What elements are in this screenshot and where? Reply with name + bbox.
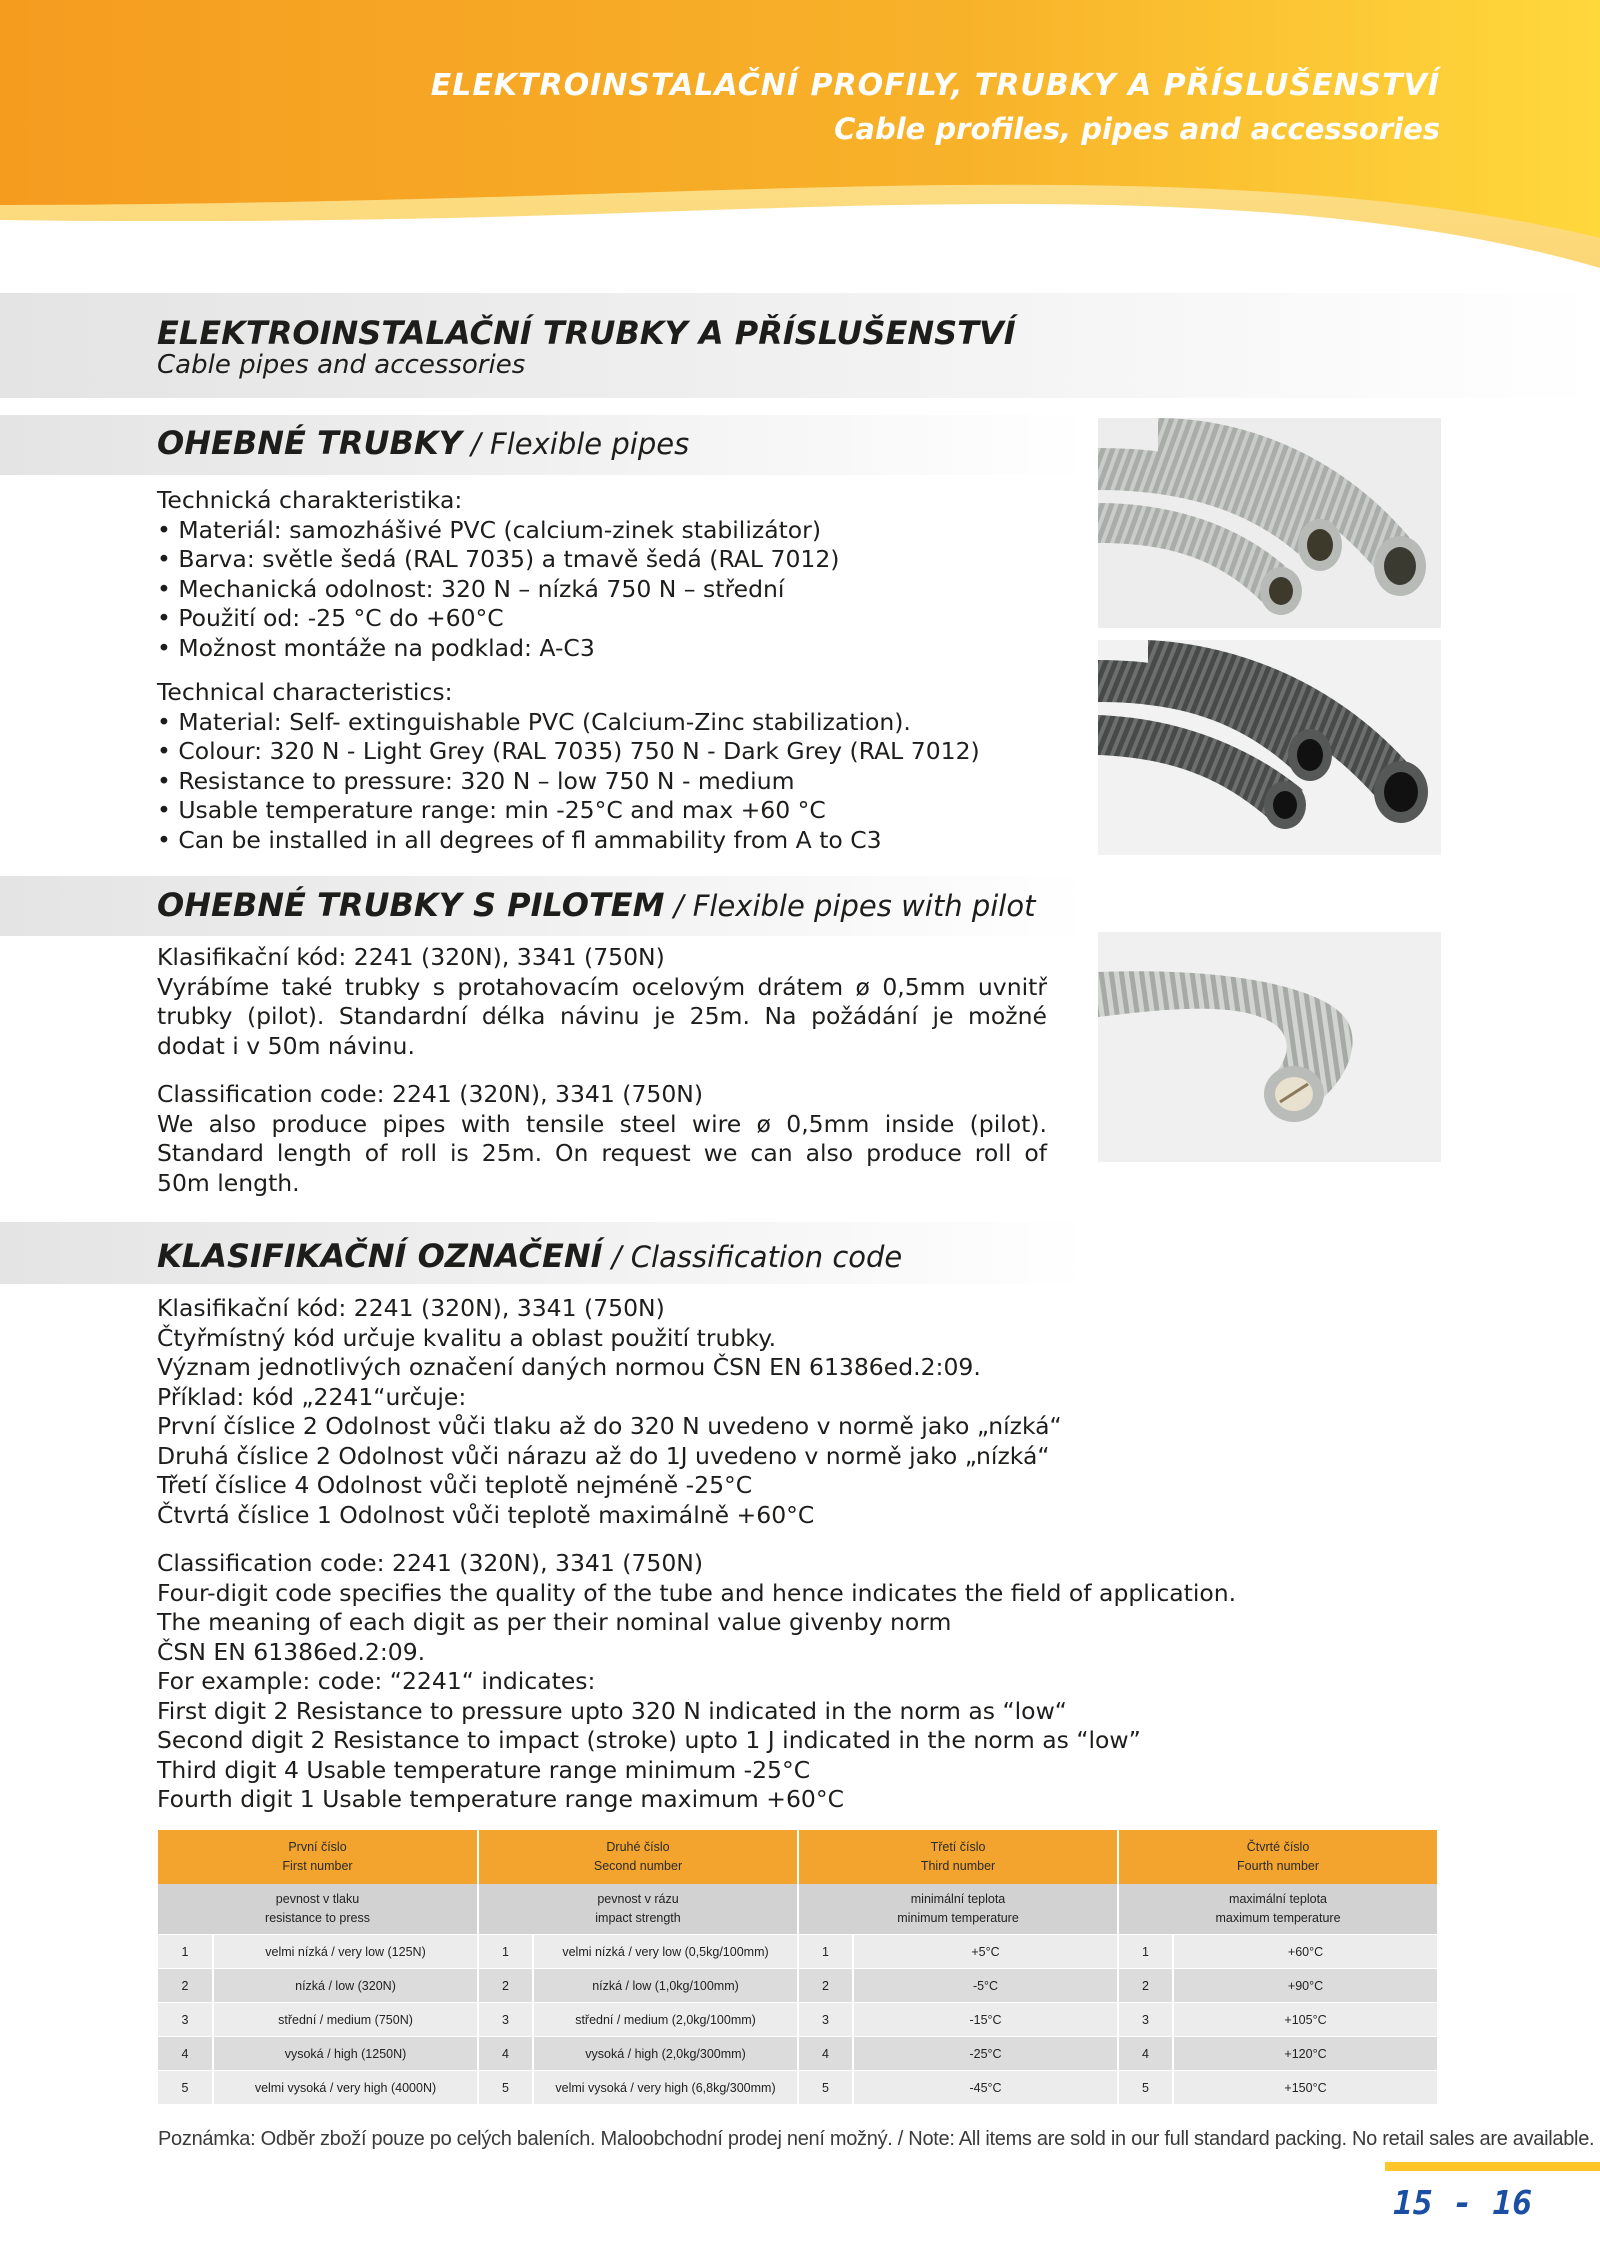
table-cell: +150°C: [1173, 2071, 1438, 2105]
table-cell: 4: [158, 2037, 213, 2071]
subheader-en: resistance to press: [265, 1911, 370, 1925]
header-cz: Třetí číslo: [930, 1840, 986, 1854]
table-cell: 3: [1118, 2003, 1173, 2037]
table-cell: 2: [478, 1969, 533, 2003]
flexible-en-line: • Colour: 320 N - Light Grey (RAL 7035) 750 N - Dark Grey (RAL 7012): [157, 737, 980, 765]
header-title: ELEKTROINSTALAČNÍ PROFILY, TRUBKY A PŘÍSLUŠENSTVÍ: [430, 68, 1440, 103]
footer-note: Poznámka: Odběr zboží pouze po celých baleních. Maloobchodní prodej není možný. / Note: All items are sold in our full standard packing. No retail sales are available.: [158, 2128, 1595, 2150]
flexible-en-line: • Material: Self- extinguishable PVC (Calcium-Zinc stabilization).: [157, 707, 911, 736]
light-grey-pipes-image: [1098, 418, 1441, 628]
classification-cz-line: Klasifikační kód: 2241 (320N), 3341 (750N): [157, 1294, 665, 1322]
table-subheader-cell: [478, 1884, 798, 1935]
flexible-cz-line: • Materiál: samozhášivé PVC (calcium-zinek stabilizátor): [157, 515, 822, 544]
page-header: [0, 0, 1600, 270]
subheader-en: impact strength: [595, 1911, 681, 1925]
page-number-rule: [1385, 2162, 1600, 2171]
classification-en-line: Classification code: 2241 (320N), 3341 (750N): [157, 1549, 704, 1577]
flexible-cz-line: • Možnost montáže na podklad: A-C3: [157, 633, 595, 662]
pilot-cz-line: Klasifikační kód: 2241 (320N), 3341 (750N): [157, 943, 665, 971]
flexible-en-text: [157, 678, 980, 855]
subheader-cz: maximální teplota: [1229, 1892, 1327, 1906]
subheader-en: minimum temperature: [897, 1911, 1019, 1925]
table-cell: +60°C: [1173, 1935, 1438, 1969]
pilot-en-line: 50m length.: [157, 1168, 300, 1197]
classification-table: [158, 1830, 1439, 2105]
table-cell: střední / medium (2,0kg/100mm): [533, 2003, 798, 2037]
pilot-cz-line: Vyrábíme také trubky s protahovacím ocelovým drátem ø 0,5mm uvnitř: [157, 972, 1047, 1001]
flexible-cz-line: Technická charakteristika:: [157, 486, 463, 514]
table-row: [158, 1969, 1438, 2003]
pilot-title-en: / Flexible pipes with pilot: [664, 889, 1036, 923]
table-cell: nízká / low (1,0kg/100mm): [533, 1969, 798, 2003]
table-cell: +5°C: [853, 1935, 1118, 1969]
table-cell: 5: [1118, 2071, 1173, 2105]
classification-title-cz: KLASIFIKAČNÍ OZNAČENÍ: [157, 1237, 603, 1275]
header-en: Third number: [920, 1859, 996, 1873]
flexible-cz-line: • Barva: světle šedá (RAL 7035) a tmavě šedá (RAL 7012): [157, 545, 840, 573]
classification-en-text: [157, 1549, 1236, 1815]
table-subheader-row: [158, 1884, 1438, 1935]
table-row: [158, 2003, 1438, 2037]
header-cz: Čtvrté číslo: [1246, 1840, 1310, 1854]
header-cz: První číslo: [288, 1840, 347, 1854]
table-cell: +105°C: [1173, 2003, 1438, 2037]
dark-grey-pipes-image: [1098, 640, 1441, 855]
pilot-en-text: [157, 1080, 1047, 1198]
table-cell: 4: [478, 2037, 533, 2071]
classification-en-line: First digit 2 Resistance to pressure upto 320 N indicated in the norm as “low“: [157, 1696, 1067, 1725]
table-header-row: [158, 1830, 1438, 1884]
table-cell: -25°C: [853, 2037, 1118, 2071]
classification-cz-text: [157, 1294, 1062, 1530]
classification-en-line: Second digit 2 Resistance to impact (stroke) upto 1 J indicated in the norm as “low”: [157, 1726, 1141, 1754]
pilot-title: [157, 886, 1035, 924]
pilot-en-line: We also produce pipes with tensile steel wire ø 0,5mm inside (pilot).: [157, 1109, 1047, 1138]
classification-en-line: Third digit 4 Usable temperature range minimum -25°C: [157, 1755, 811, 1784]
table-subheader-cell: [1118, 1884, 1438, 1935]
table-cell: 2: [1118, 1969, 1173, 2003]
table-cell: nízká / low (320N): [213, 1969, 478, 2003]
classification-cz-line: Třetí číslice 4 Odolnost vůči teplotě nejméně -25°C: [157, 1471, 753, 1499]
table-row: [158, 1935, 1438, 1969]
table-cell: velmi nízká / very low (125N): [213, 1935, 478, 1969]
classification-en-line: For example: code: “2241“ indicates:: [157, 1667, 596, 1695]
table-header-cell: [478, 1830, 798, 1884]
pilot-cz-line: trubky (pilot). Standardní délka návinu je 25m. Na požádání je možné: [157, 1002, 1047, 1030]
table-header-cell: [158, 1830, 478, 1884]
subheader-cz: minimální teplota: [910, 1892, 1006, 1906]
table-cell: 3: [478, 2003, 533, 2037]
table-header-cell: [1118, 1830, 1438, 1884]
table-cell: 1: [158, 1935, 213, 1969]
table-cell: velmi nízká / very low (0,5kg/100mm): [533, 1935, 798, 1969]
classification-en-line: ČSN EN 61386ed.2:09.: [157, 1637, 426, 1666]
table-header-cell: [798, 1830, 1118, 1884]
classification-en-line: The meaning of each digit as per their nominal value givenby norm: [157, 1608, 952, 1636]
pilot-en-line: Standard length of roll is 25m. On request we can also produce roll of: [157, 1139, 1047, 1167]
table-cell: 4: [1118, 2037, 1173, 2071]
table-cell: 1: [1118, 1935, 1173, 1969]
table-cell: vysoká / high (1250N): [213, 2037, 478, 2071]
table-subheader-cell: [798, 1884, 1118, 1935]
subheader-cz: pevnost v rázu: [597, 1892, 679, 1906]
pilot-title-cz: OHEBNÉ TRUBKY S PILOTEM: [157, 886, 665, 924]
flexible-title: [157, 424, 689, 462]
classification-cz-line: Čtyřmístný kód určuje kvalitu a oblast použití trubky.: [157, 1323, 777, 1352]
flexible-title-en: / Flexible pipes: [461, 427, 690, 461]
table-cell: -45°C: [853, 2071, 1118, 2105]
pilot-cz-line: dodat i v 50m návinu.: [157, 1031, 415, 1060]
classification-cz-line: Význam jednotlivých označení daných normou ČSN EN 61386ed.2:09.: [157, 1353, 981, 1381]
header-cz: Druhé číslo: [606, 1840, 670, 1854]
classification-cz-line: První číslice 2 Odolnost vůči tlaku až do 320 N uvedeno v normě jako „nízká“: [157, 1412, 1062, 1440]
table-cell: 2: [798, 1969, 853, 2003]
subheader-en: maximum temperature: [1215, 1911, 1341, 1925]
table-cell: 3: [798, 2003, 853, 2037]
table-row: [158, 2037, 1438, 2071]
table-cell: velmi vysoká / very high (4000N): [213, 2071, 478, 2105]
flexible-title-cz: OHEBNÉ TRUBKY: [157, 424, 462, 462]
flexible-en-line: Technical characteristics:: [157, 678, 453, 706]
flexible-cz-text: [157, 486, 839, 663]
flexible-cz-line: • Použití od: -25 °C do +60°C: [157, 604, 504, 632]
table-cell: střední / medium (750N): [213, 2003, 478, 2037]
table-cell: 1: [798, 1935, 853, 1969]
table-cell: 5: [158, 2071, 213, 2105]
header-en: First number: [282, 1859, 353, 1873]
table-cell: -15°C: [853, 2003, 1118, 2037]
pilot-en-line: Classification code: 2241 (320N), 3341 (750N): [157, 1080, 704, 1108]
table-cell: 1: [478, 1935, 533, 1969]
table-subheader-cell: [158, 1884, 478, 1935]
table-cell: vysoká / high (2,0kg/300mm): [533, 2037, 798, 2071]
main-title: ELEKTROINSTALAČNÍ TRUBKY A PŘÍSLUŠENSTVÍ: [157, 314, 1016, 352]
table-cell: 2: [158, 1969, 213, 2003]
flexible-en-line: • Usable temperature range: min -25°C and max +60 °C: [157, 796, 826, 824]
table-cell: -5°C: [853, 1969, 1118, 2003]
header-subtitle: Cable profiles, pipes and accessories: [834, 112, 1440, 146]
table-cell: 5: [798, 2071, 853, 2105]
table-cell: velmi vysoká / very high (6,8kg/300mm): [533, 2071, 798, 2105]
classification-cz-line: Druhá číslice 2 Odolnost vůči nárazu až do 1J uvedeno v normě jako „nízká“: [157, 1441, 1050, 1470]
header-en: Fourth number: [1237, 1859, 1320, 1873]
page-number: 15 - 16: [1393, 2183, 1533, 2222]
table-cell: 3: [158, 2003, 213, 2037]
classification-en-line: Fourth digit 1 Usable temperature range maximum +60°C: [157, 1785, 845, 1813]
classification-title-en: / Classification code: [602, 1240, 903, 1274]
pipe-with-pilot-image: [1098, 932, 1441, 1162]
table-cell: 4: [798, 2037, 853, 2071]
header-en: Second number: [593, 1859, 683, 1873]
table-cell: +90°C: [1173, 1969, 1438, 2003]
main-subtitle: Cable pipes and accessories: [157, 350, 526, 380]
pilot-cz-text: [157, 943, 1047, 1061]
table-row: [158, 2071, 1438, 2105]
classification-en-line: Four-digit code specifies the quality of the tube and hence indicates the field of application.: [157, 1578, 1237, 1607]
subheader-cz: pevnost v tlaku: [275, 1892, 360, 1906]
classification-cz-line: Příklad: kód „2241“určuje:: [157, 1382, 467, 1411]
table-cell: +120°C: [1173, 2037, 1438, 2071]
flexible-cz-line: • Mechanická odolnost: 320 N – nízká 750 N – střední: [157, 574, 785, 603]
classification-title: [157, 1237, 902, 1275]
table-cell: 5: [478, 2071, 533, 2105]
flexible-en-line: • Resistance to pressure: 320 N – low 750 N - medium: [157, 766, 795, 795]
flexible-en-line: • Can be installed in all degrees of fl ammability from A to C3: [157, 825, 882, 854]
classification-cz-line: Čtvrtá číslice 1 Odolnost vůči teplotě maximálně +60°C: [157, 1500, 815, 1529]
